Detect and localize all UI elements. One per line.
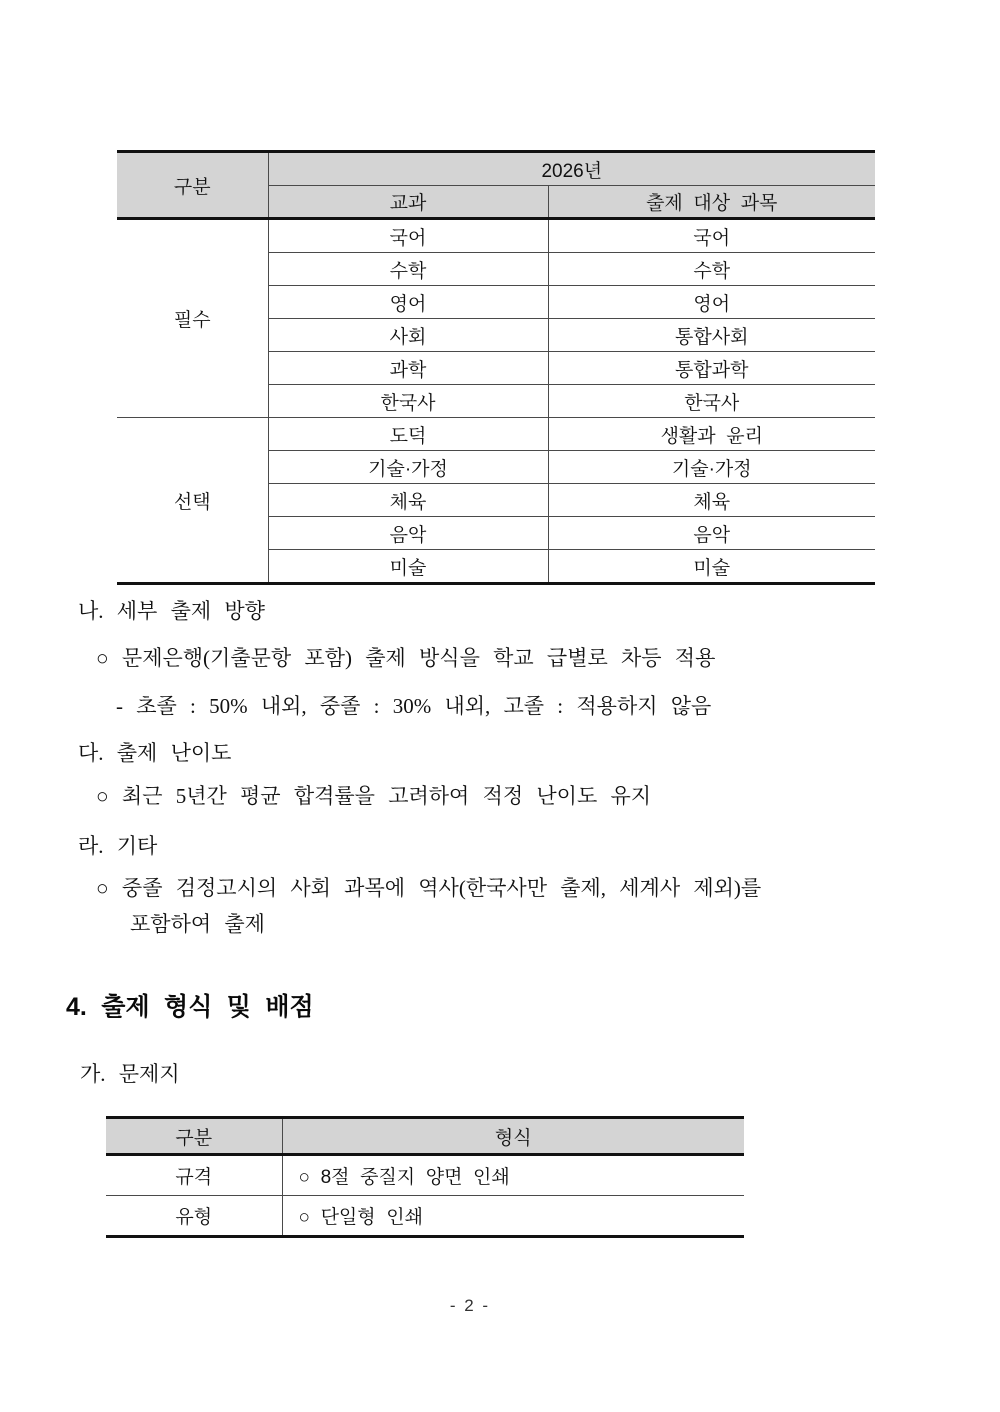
group-cell-elective: 선택 — [117, 418, 268, 584]
target-cell: 수학 — [548, 253, 875, 286]
subject-table — [117, 150, 875, 585]
target-cell: 생활과 윤리 — [548, 418, 875, 451]
column-header-category: 구분 — [106, 1118, 282, 1155]
target-cell: 미술 — [548, 550, 875, 584]
target-cell: 국어 — [548, 219, 875, 253]
heading-da: 다. 출제 난이도 — [78, 741, 232, 765]
target-cell: 통합과학 — [548, 352, 875, 385]
subject-cell: 도덕 — [268, 418, 548, 451]
column-header-year: 2026년 — [268, 152, 875, 186]
heading-ga: 가. 문제지 — [80, 1062, 180, 1086]
target-cell: 기술·가정 — [548, 451, 875, 484]
format-table-header — [106, 1118, 744, 1155]
target-cell: 체육 — [548, 484, 875, 517]
column-header-format: 형식 — [282, 1118, 744, 1155]
table-row — [117, 219, 875, 253]
subject-cell: 음악 — [268, 517, 548, 550]
format-table-body — [106, 1155, 744, 1237]
bullet-da: ○ 최근 5년간 평균 합격률을 고려하여 적정 난이도 유지 — [96, 784, 652, 808]
subject-cell: 사회 — [268, 319, 548, 352]
subject-cell: 국어 — [268, 219, 548, 253]
sub-item-na: - 초졸 : 50% 내외, 중졸 : 30% 내외, 고졸 : 적용하지 않음 — [116, 694, 712, 718]
subject-cell: 기술·가정 — [268, 451, 548, 484]
table-row — [106, 1196, 744, 1237]
format-cell: ○ 8절 중질지 양면 인쇄 — [282, 1155, 744, 1196]
target-cell: 한국사 — [548, 385, 875, 418]
heading-ra: 라. 기타 — [78, 834, 158, 858]
target-cell: 영어 — [548, 286, 875, 319]
header-row — [106, 1118, 744, 1155]
column-header-category: 구분 — [117, 152, 268, 219]
category-cell: 규격 — [106, 1155, 282, 1196]
heading-na: 나. 세부 출제 방향 — [78, 599, 265, 623]
table-row — [106, 1155, 744, 1196]
body-text-area — [0, 552, 1000, 1238]
target-cell: 음악 — [548, 517, 875, 550]
subject-table-body — [117, 219, 875, 584]
subject-cell: 한국사 — [268, 385, 548, 418]
subject-table-header — [117, 152, 875, 219]
table-row — [117, 418, 875, 451]
bullet-ra-line1: ○ 중졸 검정고시의 사회 과목에 역사(한국사만 출제, 세계사 제외)를 — [96, 876, 762, 900]
subject-cell: 과학 — [268, 352, 548, 385]
page-number: - 2 - — [449, 1296, 491, 1315]
group-cell-required: 필수 — [117, 219, 268, 418]
bullet-ra-line2: 포함하여 출제 — [130, 912, 265, 936]
section-4-heading: 4. 출제 형식 및 배점 — [66, 993, 314, 1021]
subject-cell: 영어 — [268, 286, 548, 319]
column-header-target: 출제 대상 과목 — [548, 186, 875, 219]
target-cell: 통합사회 — [548, 319, 875, 352]
category-cell: 유형 — [106, 1196, 282, 1237]
format-cell: ○ 단일형 인쇄 — [282, 1196, 744, 1237]
bullet-na: ○ 문제은행(기출문항 포함) 출제 방식을 학교 급별로 차등 적용 — [96, 646, 716, 670]
format-table — [106, 1116, 744, 1238]
header-row-year — [117, 152, 875, 186]
subject-cell: 수학 — [268, 253, 548, 286]
subject-cell: 미술 — [268, 550, 548, 584]
subject-cell: 체육 — [268, 484, 548, 517]
column-header-subject: 교과 — [268, 186, 548, 219]
